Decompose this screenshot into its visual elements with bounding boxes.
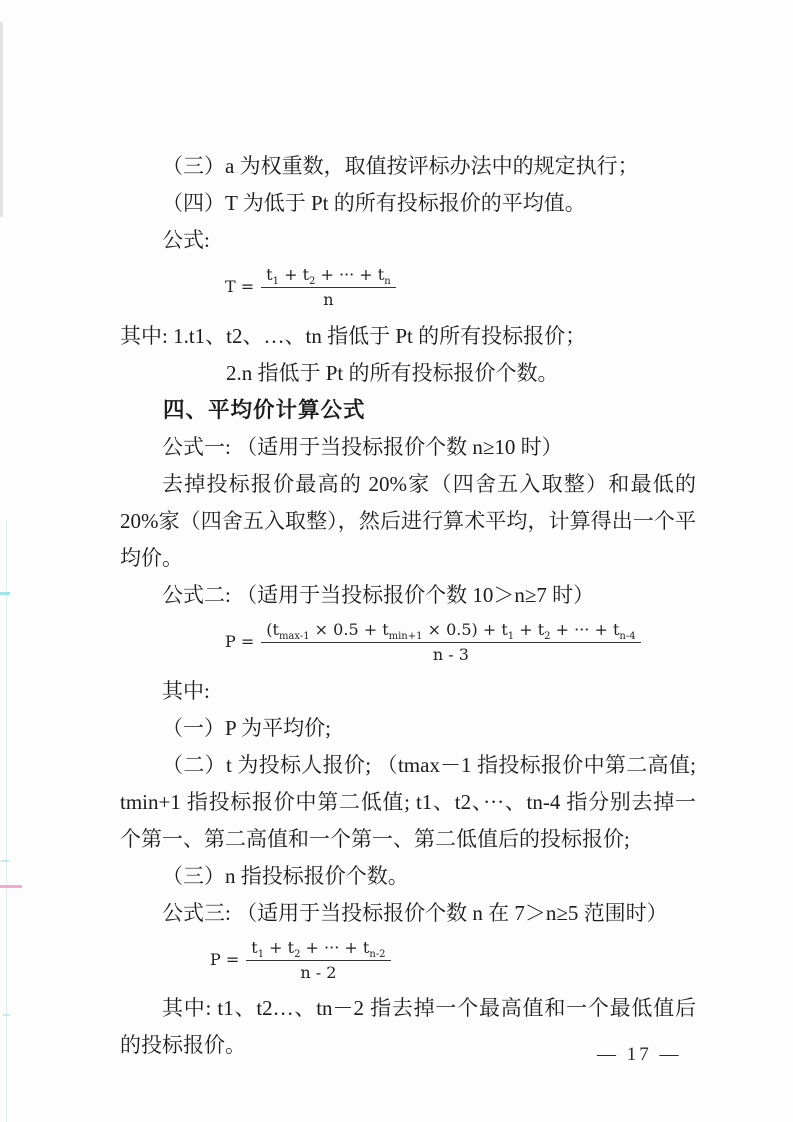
formula-one-intro: 公式一: （适用于当投标报价个数 n≥10 时） bbox=[162, 434, 563, 459]
formula-label: 公式: bbox=[162, 228, 210, 252]
clause-average-value-t: （四）T 为低于 Pt 的所有投标报价的平均值。 bbox=[162, 191, 586, 215]
formula-two-note-t: （二）t 为投标人报价; （tmax－1 指投标报价中第二高值; tmin+1 指投标报价中第二低值; t1、t2、···、tn-4 指分别去掉一个第一、第二高值和一个第一、第二低值后的投标报价; bbox=[120, 752, 696, 851]
scan-edge-artifact bbox=[0, 22, 3, 217]
note-t-definitions: 其中: 1.t1、t2、…、tn 指低于 Pt 的所有投标报价； bbox=[120, 323, 587, 348]
scan-cyan-mark bbox=[3, 1014, 10, 1016]
scan-pink-mark bbox=[0, 885, 22, 888]
formula-three-note: 其中: t1、t2…、tn－2 指去掉一个最高值和一个最低值后的投标报价。 bbox=[120, 996, 696, 1058]
formula-two-note-n: （三）n 指投标报价个数。 bbox=[162, 863, 409, 888]
formula-two-intro: 公式二: （适用于当投标报价个数 10＞n≥7 时） bbox=[162, 582, 595, 607]
formula-two-note-p: （一）P 为平均价; bbox=[162, 715, 331, 740]
scan-cyan-mark bbox=[1, 860, 9, 862]
document-body bbox=[120, 148, 696, 1064]
formula-two-notes-label: 其中: bbox=[162, 678, 210, 703]
page-number: — 17 — bbox=[597, 1044, 682, 1065]
formula-average-t: T = $\frac{t_1 + t_2 + \cdot\cdot\cdot + t_n}{n}$ bbox=[225, 266, 696, 309]
formula-three-intro: 公式三: （适用于当投标报价个数 n 在 7＞n≥5 范围时） bbox=[162, 900, 668, 925]
formula-two-expression: P = $\frac{(t_{max-1} \times 0.5 + t_{min+1} \times 0.5) + t_1 + t_2 + \cdot\cdot\cdot + t_{n-4}}{n - 3}$ bbox=[225, 621, 696, 664]
scan-cyan-mark bbox=[0, 592, 10, 595]
scan-line-artifact bbox=[6, 520, 7, 1122]
clause-weight-number: （三）a 为权重数，取值按评标办法中的规定执行； bbox=[162, 154, 639, 178]
formula-three-expression: P = $\frac{t_1 + t_2 + \cdot\cdot\cdot + t_{n-2}}{n - 2}$ bbox=[210, 939, 696, 982]
formula-one-description: 去掉投标报价最高的 20%家（四舍五入取整）和最低的 20%家（四舍五入取整），然后进行算术平均，计算得出一个平均价。 bbox=[120, 471, 696, 570]
section-heading-average-price: 四、平均价计算公式 bbox=[163, 397, 366, 422]
note-n-definition: 2.n 指低于 Pt 的所有投标报价个数。 bbox=[226, 360, 559, 385]
